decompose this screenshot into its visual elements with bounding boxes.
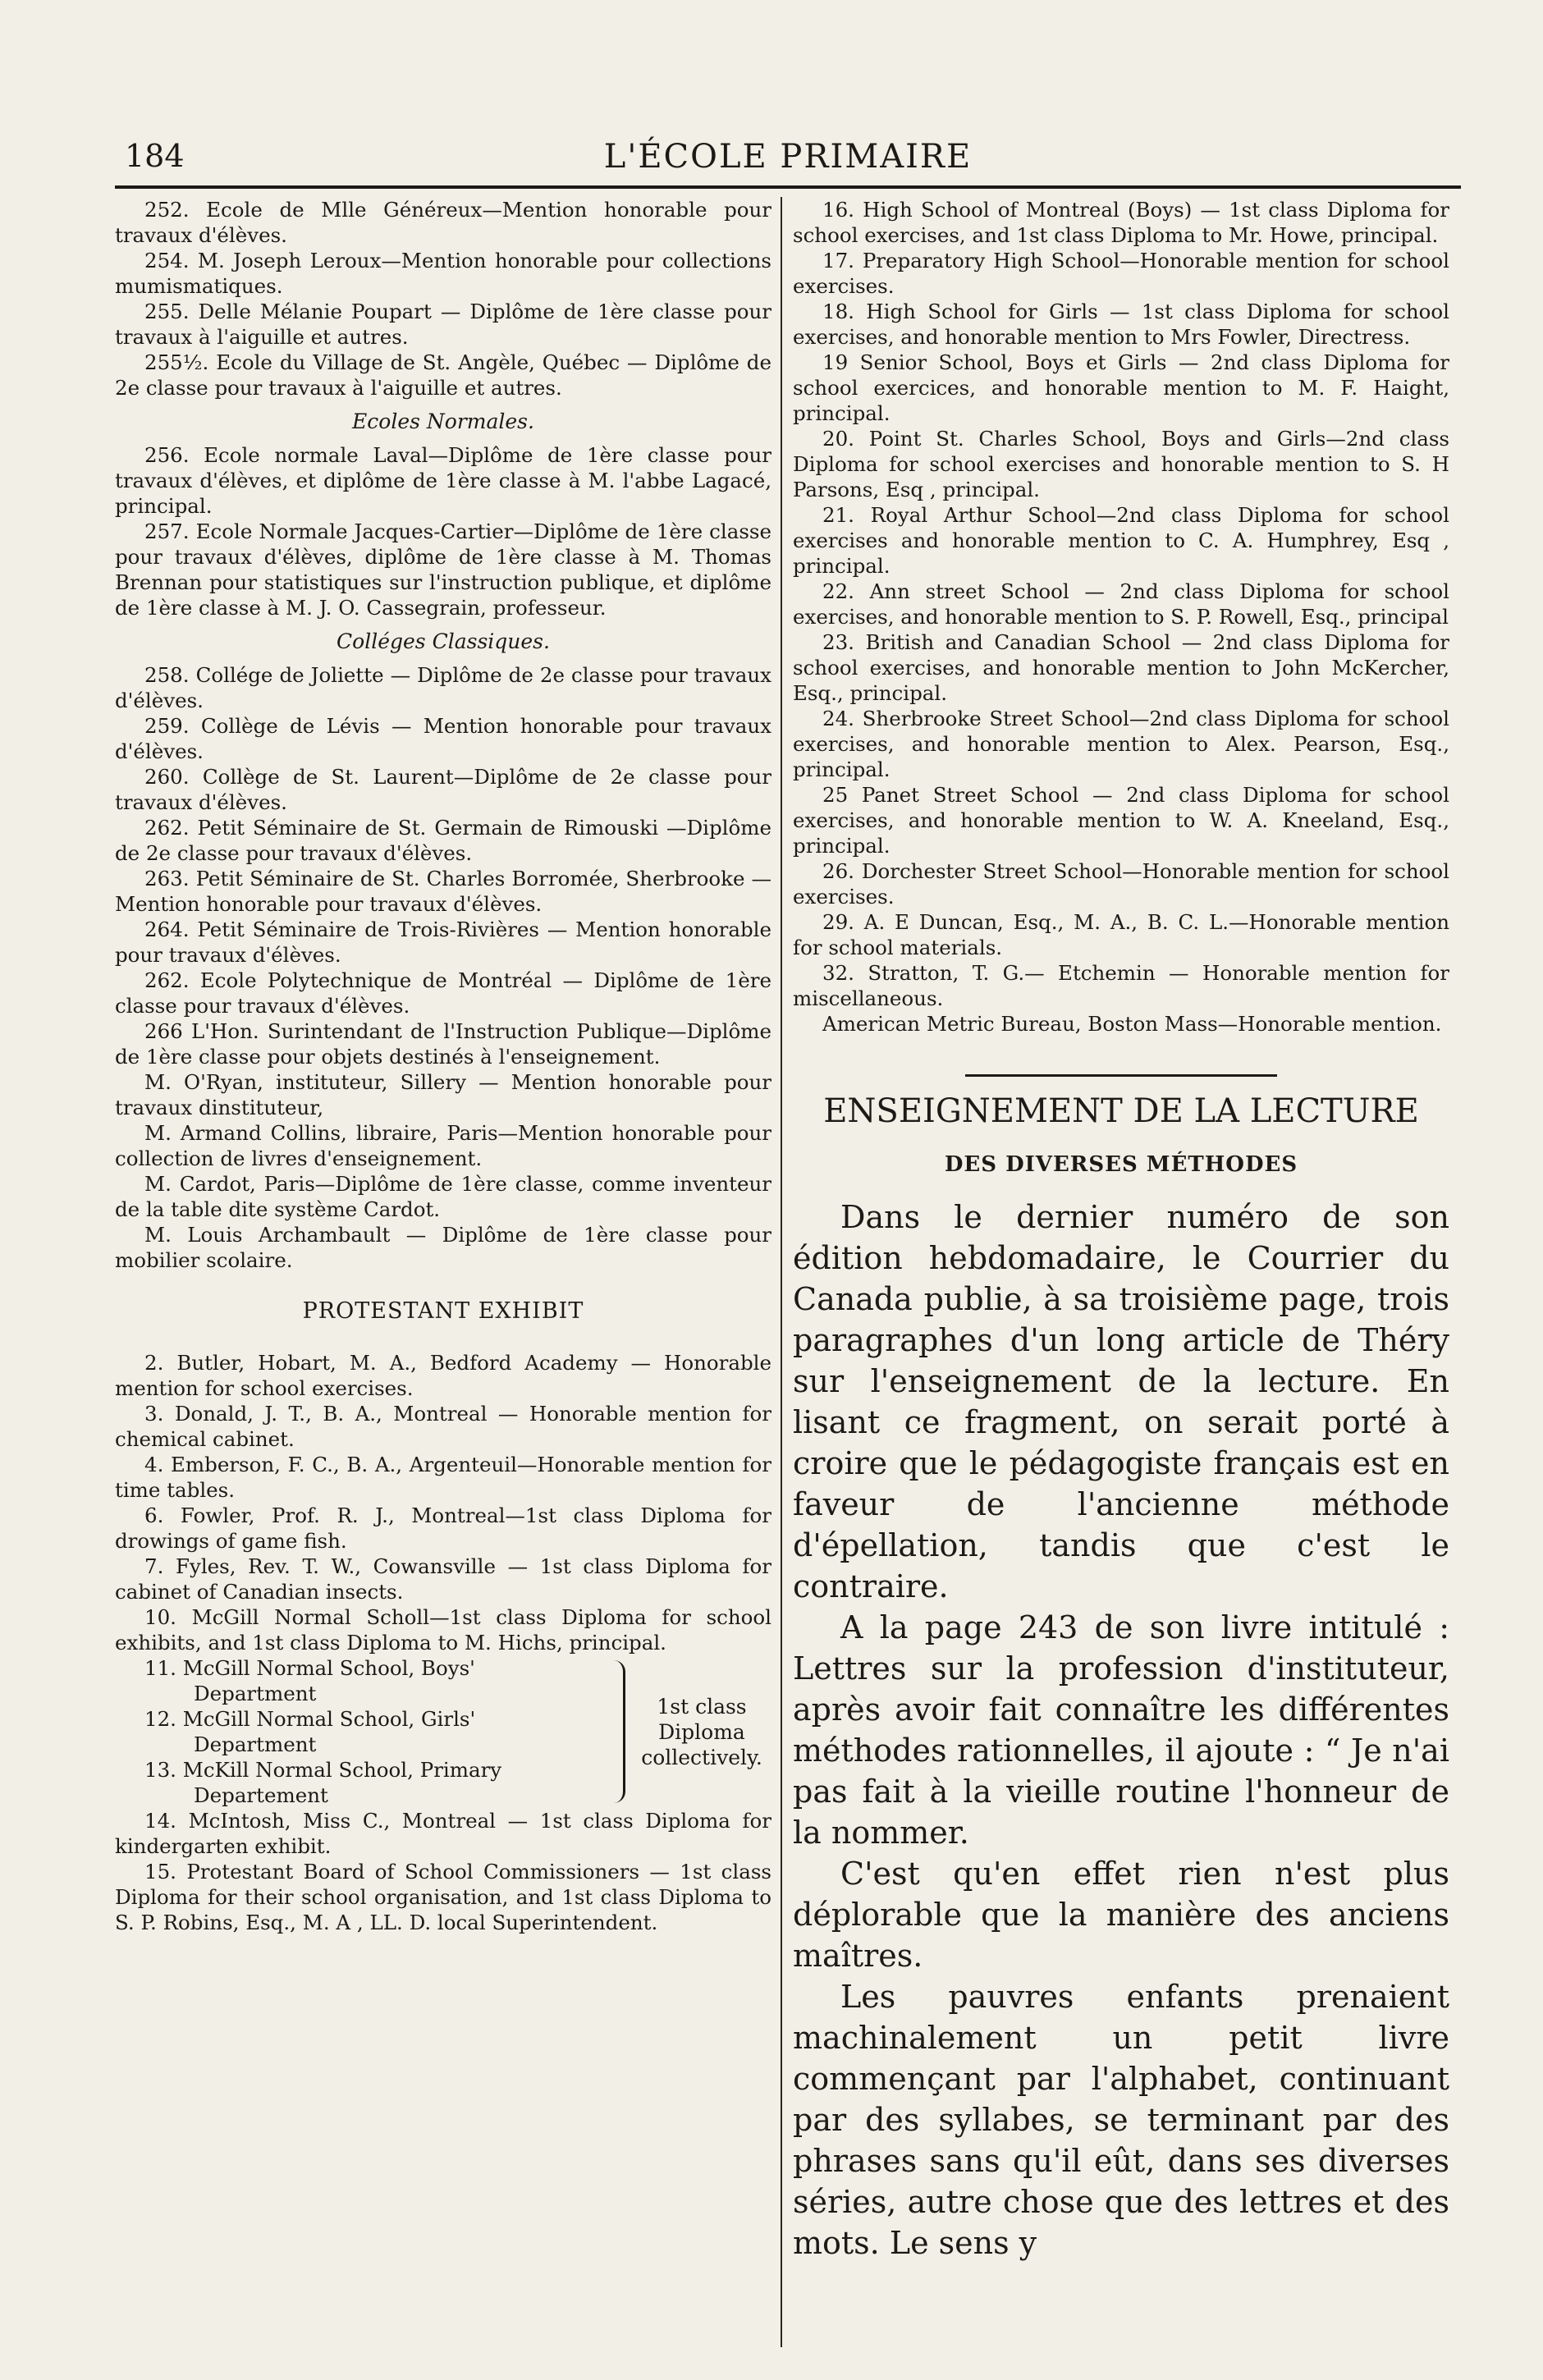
entry-260: 260. Collège de St. Laurent—Diplôme de 2e classe pour travaux d'élèves. bbox=[115, 765, 772, 814]
entry-p13: 13. McKill Normal School, Primary bbox=[144, 1758, 502, 1782]
page-number: 184 bbox=[125, 138, 185, 174]
entry-p20: 20. Point St. Charles School, Boys and Girls—2nd class Diploma for school exercises and honorable mention to S. H Parsons, Esq , principal. bbox=[793, 427, 1449, 501]
entry-p7: 7. Fyles, Rev. T. W., Cowansville — 1st class Diploma for cabinet of Canadian insects. bbox=[115, 1554, 772, 1604]
left-column bbox=[115, 197, 772, 1935]
entry-p11-sub: Department bbox=[194, 1682, 317, 1705]
right-entries bbox=[793, 197, 1449, 1037]
entry-p6: 6. Fowler, Prof. R. J., Montreal—1st class Diploma for drowings of game fish. bbox=[115, 1504, 772, 1553]
entry-p15: 15. Protestant Board of School Commissioners — 1st class Diploma for their school organisation, and 1st class Diploma to S. P. Robins, Esq., M. A , LL. D. local Superintendent. bbox=[115, 1860, 772, 1934]
entry-264: 264. Petit Séminaire de Trois-Rivières — Mention honorable pour travaux d'élèves. bbox=[115, 918, 772, 967]
entry-p18: 18. High School for Girls — 1st class Diploma for school exercises, and honorable mention to Mrs Fowler, Directress. bbox=[793, 300, 1449, 349]
running-title: L'ÉCOLE PRIMAIRE bbox=[603, 138, 973, 176]
entry-p2: 2. Butler, Hobart, M. A., Bedford Academy — Honorable mention for school exercises. bbox=[115, 1351, 772, 1400]
group-label: 1st class Diploma collectively. bbox=[641, 1694, 762, 1769]
entry-256: 256. Ecole normale Laval—Diplôme de 1ère classe pour travaux d'élèves, et diplôme de 1ère classe à M. l'abbe Lagacé, principal. bbox=[115, 443, 772, 518]
entry-252: 252. Ecole de Mlle Généreux—Mention honorable pour travaux d'élèves. bbox=[115, 198, 772, 247]
entry-p12: 12. McGill Normal School, Girls' bbox=[144, 1707, 476, 1731]
right-column bbox=[793, 197, 1449, 2263]
heading-colleges-classiques: Colléges Classiques. bbox=[337, 629, 550, 653]
entry-oryan: M. O'Ryan, instituteur, Sillery — Mention honorable pour travaux dinstituteur, bbox=[115, 1070, 772, 1119]
article-body bbox=[793, 1197, 1449, 2263]
brace bbox=[607, 1660, 625, 1803]
entry-p23: 23. British and Canadian School — 2nd class Diploma for school exercises, and honorable mention to John McKercher, Esq., principal. bbox=[793, 630, 1449, 705]
entry-262: 262. Petit Séminaire de St. Germain de Rimouski —Diplôme de 2e classe pour travaux d'élèves. bbox=[115, 816, 772, 865]
entry-258: 258. Collége de Joliette — Diplôme de 2e classe pour travaux d'élèves. bbox=[115, 663, 772, 712]
paragraph-2: A la page 243 de son livre intitulé : Lettres sur la profession d'instituteur, après avoir fait connaître les différentes méthodes rationnelles, il ajoute : “ Je n'ai pas fait à la vieille routine l'honneur de la nommer. bbox=[793, 1609, 1449, 1851]
entry-255-half: 255½. Ecole du Village de St. Angèle, Québec — Diplôme de 2e classe pour travaux à l'aiguille et autres. bbox=[115, 350, 772, 400]
section-title: ENSEIGNEMENT DE LA LECTURE bbox=[823, 1092, 1419, 1130]
heading-protestant-exhibit: PROTESTANT EXHIBIT bbox=[302, 1298, 584, 1324]
entry-metric-bureau: American Metric Bureau, Boston Mass—Honorable mention. bbox=[822, 1012, 1442, 1036]
heading-ecoles-normales: Ecoles Normales. bbox=[352, 410, 534, 433]
group-items bbox=[115, 1655, 600, 1808]
section-separator bbox=[965, 1074, 1277, 1077]
entry-p24: 24. Sherbrooke Street School—2nd class Diploma for school exercises, and honorable mention to Alex. Pearson, Esq., principal. bbox=[793, 707, 1449, 781]
entry-266: 266 L'Hon. Surintendant de l'Instruction Publique—Diplôme de 1ère classe pour objets destinés à l'enseignement. bbox=[115, 1019, 772, 1069]
entry-p3: 3. Donald, J. T., B. A., Montreal — Honorable mention for chemical cabinet. bbox=[115, 1402, 772, 1451]
entry-p13-sub: Departement bbox=[194, 1783, 328, 1807]
paragraph-3: C'est qu'en effet rien n'est plus déplorable que la manière des anciens maîtres. bbox=[793, 1856, 1449, 1974]
entry-cardot: M. Cardot, Paris—Diplôme de 1ère classe, comme inventeur de la table dite système Cardot. bbox=[115, 1172, 772, 1221]
entry-p17: 17. Preparatory High School—Honorable mention for school exercises. bbox=[793, 249, 1449, 298]
entry-p4: 4. Emberson, F. C., B. A., Argenteuil—Honorable mention for time tables. bbox=[115, 1453, 772, 1502]
entry-255: 255. Delle Mélanie Poupart — Diplôme de 1ère classe pour travaux à l'aiguille et autres. bbox=[115, 300, 772, 349]
entry-p26: 26. Dorchester Street School—Honorable mention for school exercises. bbox=[793, 859, 1449, 909]
entry-254: 254. M. Joseph Leroux—Mention honorable pour collections mumismatiques. bbox=[115, 249, 772, 298]
entry-p25: 25 Panet Street School — 2nd class Diploma for school exercises, and honorable mention to W. A. Kneeland, Esq., principal. bbox=[793, 783, 1449, 858]
entry-p12-sub: Department bbox=[194, 1732, 317, 1756]
entry-257: 257. Ecole Normale Jacques-Cartier—Diplôme de 1ère classe pour travaux d'élèves, diplôme de 1ère classe à M. Thomas Brennan pour statistiques sur l'instruction publique, et diplôme de 1ère classe à M. J. O. Cassegrain, professeur. bbox=[115, 519, 772, 620]
entry-p11: 11. McGill Normal School, Boys' bbox=[144, 1656, 475, 1680]
entry-259: 259. Collège de Lévis — Mention honorable pour travaux d'élèves. bbox=[115, 714, 772, 763]
entry-archambault: M. Louis Archambault — Diplôme de 1ère classe pour mobilier scolaire. bbox=[115, 1223, 772, 1272]
entry-263: 263. Petit Séminaire de St. Charles Borromée, Sherbrooke — Mention honorable pour travaux d'élèves. bbox=[115, 867, 772, 916]
entry-262b: 262. Ecole Polytechnique de Montréal — Diplôme de 1ère classe pour travaux d'élèves. bbox=[115, 968, 772, 1018]
grouped-entries bbox=[115, 1655, 772, 1808]
entry-p21: 21. Royal Arthur School—2nd class Diploma for school exercises and honorable mention to C. A. Humphrey, Esq , principal. bbox=[793, 503, 1449, 578]
entry-p32: 32. Stratton, T. G.— Etchemin — Honorable mention for miscellaneous. bbox=[793, 961, 1449, 1010]
paragraph-1: Dans le dernier numéro de son édition hebdomadaire, le Courrier du Canada publie, à sa troisième page, trois paragraphes d'un long article de Théry sur l'enseignement de la lecture. En lisant ce fragment, on serait porté à croire que le pédagogiste français est en faveur de l'ancienne méthode d'épellation, tandis que c'est le contraire. bbox=[793, 1199, 1449, 1604]
entry-p16: 16. High School of Montreal (Boys) — 1st class Diploma for school exercises, and 1st class Diploma to Mr. Howe, principal. bbox=[793, 198, 1449, 247]
entry-p22: 22. Ann street School — 2nd class Diploma for school exercises, and honorable mention to S. P. Rowell, Esq., principal bbox=[793, 579, 1449, 629]
entry-p10: 10. McGill Normal Scholl—1st class Diploma for school exhibits, and 1st class Diploma to M. Hichs, principal. bbox=[115, 1605, 772, 1655]
page-header bbox=[115, 138, 1461, 189]
column-divider bbox=[781, 197, 782, 2347]
entry-p19: 19 Senior School, Boys et Girls — 2nd class Diploma for school exercices, and honorable mention to M. F. Haight, principal. bbox=[793, 350, 1449, 425]
entry-collins: M. Armand Collins, libraire, Paris—Mention honorable pour collection de livres d'enseignement. bbox=[115, 1121, 772, 1170]
section-subtitle: DES DIVERSES MÉTHODES bbox=[944, 1152, 1298, 1177]
entry-p29: 29. A. E Duncan, Esq., M. A., B. C. L.—Honorable mention for school materials. bbox=[793, 910, 1449, 959]
paragraph-4: Les pauvres enfants prenaient machinalement un petit livre commençant par l'alphabet, continuant par des syllabes, se terminant par des phrases sans qu'il eût, dans ses diverses séries, autre chose que des lettres et des mots. Le sens y bbox=[793, 1979, 1449, 2261]
entry-p14: 14. McIntosh, Miss C., Montreal — 1st class Diploma for kindergarten exhibit. bbox=[115, 1809, 772, 1858]
